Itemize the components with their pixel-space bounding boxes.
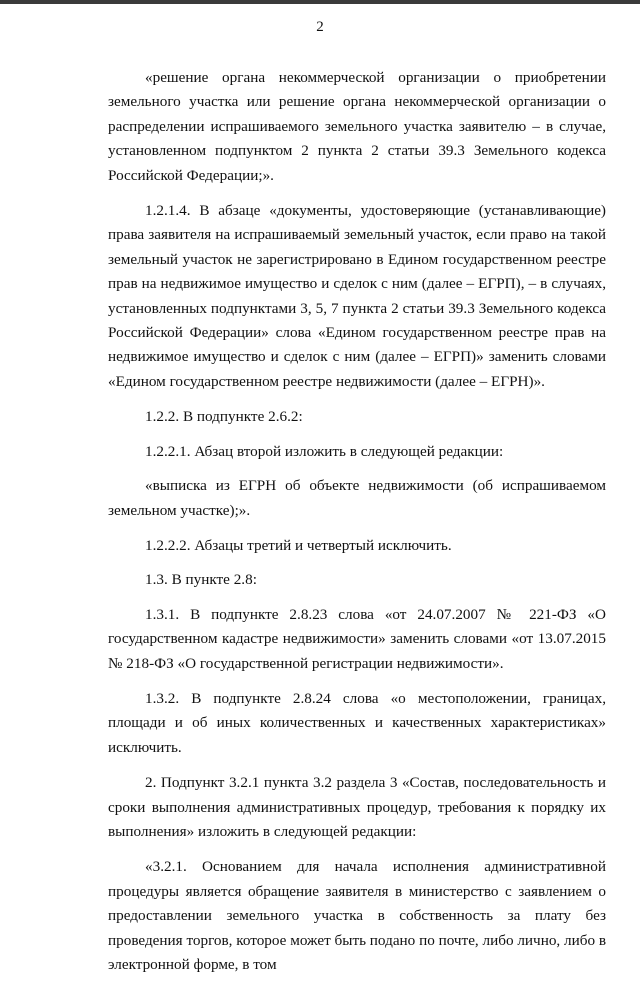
- paragraph-decision-clause: «решение органа некоммерческой организации о приобретении земельного участка или решение органа некоммерческой организации о распределении испрашиваемого земельного участка заявителю – в случае, установленном подпунктом 2 пункта 2 статьи 39.3 Земельного кодекса Российской Федерации;».: [108, 69, 606, 184]
- paragraph-1-2-2: 1.2.2. В подпункте 2.6.2:: [145, 408, 303, 426]
- paragraph-1-2-2-1: 1.2.2.1. Абзац второй изложить в следующей редакции:: [145, 442, 504, 460]
- paragraph-2: 2. Подпункт 3.2.1 пункта 3.2 раздела 3 «Состав, последовательность и сроки выполнения административных процедур, требования к порядку их выполнения» изложить в следующей редакции:: [108, 774, 606, 840]
- document-body: [108, 66, 606, 988]
- paragraph-1-3: 1.3. В пункте 2.8:: [145, 571, 257, 589]
- page-number: 2: [316, 19, 324, 35]
- paragraph-egrn-extract: «выписка из ЕГРН об объекте недвижимости (об испрашиваемом земельном участке);».: [108, 477, 606, 519]
- paragraph-3-2-1: «3.2.1. Основанием для начала исполнения административной процедуры является обращение заявителя в министерство с заявлением о предоставлении земельного участка в собственность за плату без проведения торгов, которое может быть подано по почте, либо лично, либо в электронной форме, в том: [108, 858, 607, 973]
- paragraph-1-3-2: 1.3.2. В подпункте 2.8.24 слова «о местоположении, границах, площади и об иных количественных и качественных характеристиках» исключить.: [108, 689, 606, 756]
- paragraph-1-3-1: 1.3.1. В подпункте 2.8.23 слова «от 24.07.2007 № 221-ФЗ «О государственном кадастре недвижимости» заменить словами «от 13.07.2015 № 218-ФЗ «О государственной регистрации недвижимости».: [108, 605, 606, 672]
- paragraph-1-2-2-2: 1.2.2.2. Абзацы третий и четвертый исключить.: [145, 536, 452, 554]
- paragraph-1-2-1-4: 1.2.1.4. В абзаце «документы, удостоверяющие (устанавливающие) права заявителя на испрашиваемый земельный участок, если право на такой земельный участок не зарегистрировано в Едином государственном реестре прав на недвижимое имущество и сделок с ним (далее – ЕГРП), – в случаях, установленных подпунктами 3, 5, 7 пункта 2 статьи 39.3 Земельного кодекса Российской Федерации» слова «Едином государственном реестре прав на недвижимое имущество и сделок с ним (далее – ЕГРП)» заменить словами «Едином государственном реестре недвижимости (далее – ЕГРН)».: [108, 202, 606, 390]
- page-top-border: [0, 0, 640, 4]
